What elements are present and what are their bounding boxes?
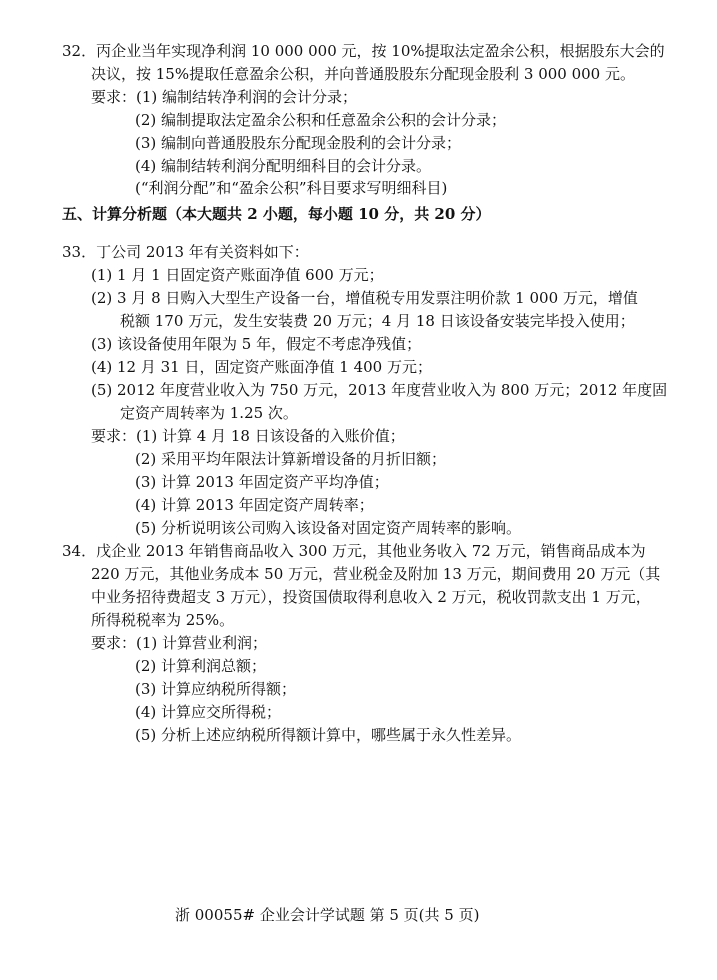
q33-data-2b: 税额 170 万元，发生安装费 20 万元；4 月 18 日该设备安装完毕投入使用； xyxy=(120,312,635,330)
q34-requirement-5: (5) 分析上述应纳税所得额计算中，哪些属于永久性差异。 xyxy=(135,726,522,744)
q34-line-1: 34．戊企业 2013 年销售商品收入 300 万元，其他业务收入 72 万元，销售商品成本为 xyxy=(62,542,646,560)
q32-note: (“利润分配”和“盈余公积”科目要求写明细科目) xyxy=(135,179,448,197)
q32-requirement-3: (3) 编制向普通股股东分配现金股利的会计分录； xyxy=(135,134,462,152)
q34-requirement-2: (2) 计算利润总额； xyxy=(135,657,267,675)
q32-line-1: 32．丙企业当年实现净利润 10 000 000 元，按 10%提取法定盈余公积，根据股东大会的 xyxy=(62,42,665,60)
q32-requirement-2: (2) 编制提取法定盈余公积和任意盈余公积的会计分录； xyxy=(135,111,507,129)
q33-data-5a: (5) 2012 年度营业收入为 750 万元，2013 年度营业收入为 800 万元；2012 年度固 xyxy=(91,381,668,399)
q34-line-3: 中业务招待费超支 3 万元），投资国债取得利息收入 2 万元，税收罚款支出 1 万元， xyxy=(91,588,651,606)
q33-requirement-2: (2) 采用平均年限法计算新增设备的月折旧额； xyxy=(135,450,447,468)
q33-requirement-1: 要求：(1) 计算 4 月 18 日该设备的入账价值； xyxy=(91,427,405,445)
q33-requirement-4: (4) 计算 2013 年固定资产周转率； xyxy=(135,496,374,514)
q33-data-4: (4) 12 月 31 日，固定资产账面净值 1 400 万元； xyxy=(91,358,432,376)
q34-requirement-4: (4) 计算应交所得税； xyxy=(135,703,282,721)
q32-line-2: 决议，按 15%提取任意盈余公积，并向普通股股东分配现金股利 3 000 000 元。 xyxy=(91,65,635,83)
q33-data-1: (1) 1 月 1 日固定资产账面净值 600 万元； xyxy=(91,266,384,284)
q33-requirement-3: (3) 计算 2013 年固定资产平均净值； xyxy=(135,473,389,491)
q33-intro: 33．丁公司 2013 年有关资料如下： xyxy=(62,243,309,261)
page-footer: 浙 00055# 企业会计学试题 第 5 页(共 5 页) xyxy=(175,906,480,924)
q33-data-3: (3) 该设备使用年限为 5 年，假定不考虑净残值； xyxy=(91,335,422,353)
q33-data-2a: (2) 3 月 8 日购入大型生产设备一台，增值税专用发票注明价款 1 000 万元，增值 xyxy=(91,289,638,307)
section-heading: 五、计算分析题（本大题共 2 小题，每小题 10 分，共 20 分） xyxy=(62,205,491,223)
q33-requirement-5: (5) 分析说明该公司购入该设备对固定资产周转率的影响。 xyxy=(135,519,522,537)
q34-requirement-1: 要求：(1) 计算营业利润； xyxy=(91,634,268,652)
q34-requirement-3: (3) 计算应纳税所得额； xyxy=(135,680,297,698)
q32-requirement-1: 要求：(1) 编制结转净利润的会计分录； xyxy=(91,88,358,106)
q32-requirement-4: (4) 编制结转利润分配明细科目的会计分录。 xyxy=(135,157,432,175)
q34-line-2: 220 万元，其他业务成本 50 万元，营业税金及附加 13 万元，期间费用 20 万元（其 xyxy=(91,565,661,583)
q34-line-4: 所得税税率为 25%。 xyxy=(91,611,235,629)
q33-data-5b: 定资产周转率为 1.25 次。 xyxy=(120,404,298,422)
